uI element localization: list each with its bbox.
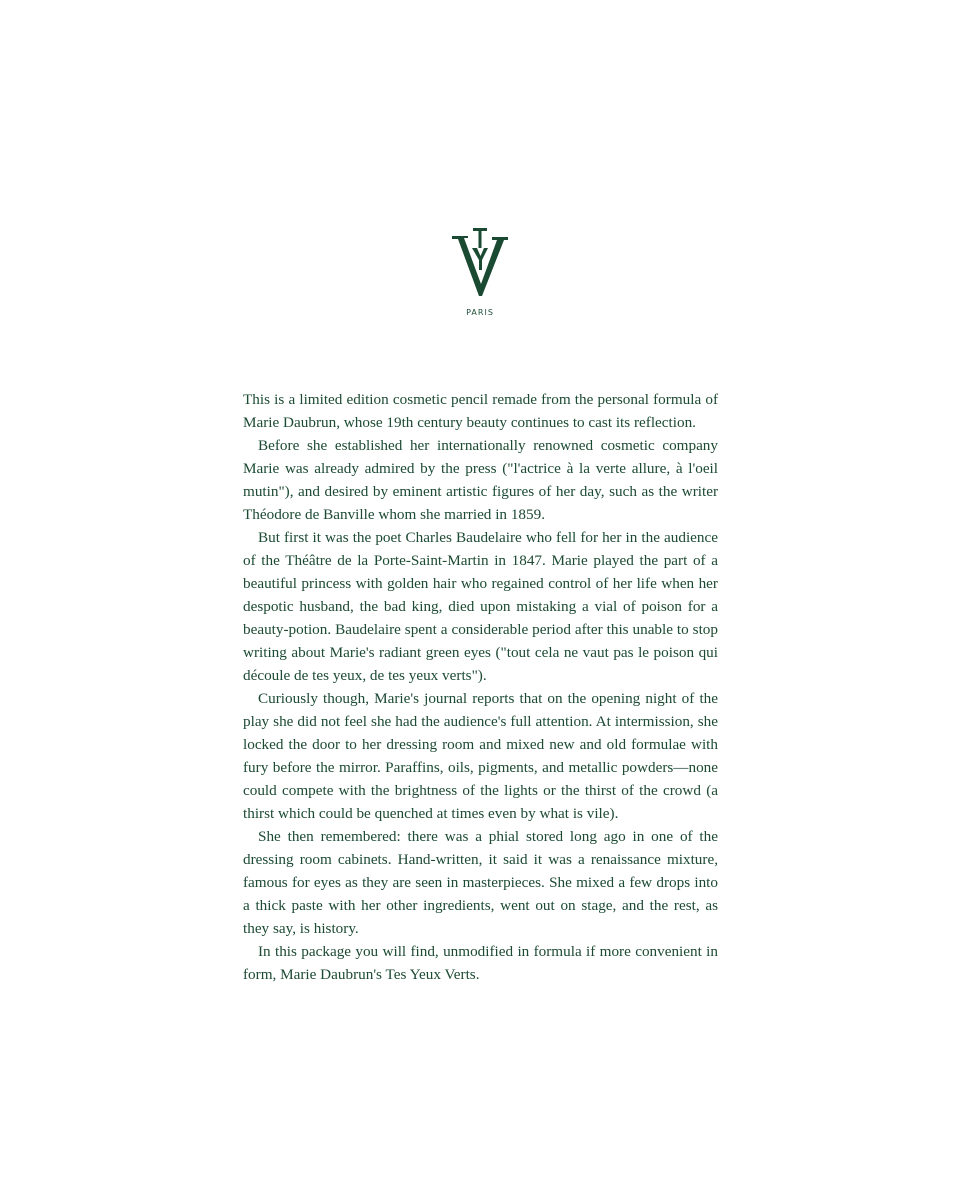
story-text [243, 388, 718, 986]
paragraph-1: This is a limited edition cosmetic pencil remade from the personal formula of Marie Daubrun, whose 19th century beauty continues to cast its reflection. [243, 391, 718, 431]
brand-monogram-logo [448, 226, 512, 298]
paragraph-2: Before she established her internationally renowned cosmetic company Marie was already admired by the press ("l'actrice à la verte allure, à l'oeil mutin"), and desired by eminent artistic figures of her day, such as the writer Théodore de Banville whom she married in 1859. [243, 437, 718, 523]
paragraph-3: But first it was the poet Charles Baudelaire who fell for her in the audience of the Théâtre de la Porte-Saint-Martin in 1847. Marie played the part of a beautiful princess with golden hair who regained control of her life when her despotic husband, the bad king, died upon mistaking a vial of poison for a beauty-potion. Baudelaire spent a considerable period after this unable to stop writing about Marie's radiant green eyes ("tout cela ne vaut pas le poison qui découle de tes yeux, de tes yeux verts"). [243, 529, 718, 684]
paragraph-5: She then remembered: there was a phial stored long ago in one of the dressing room cabinets. Hand-written, it said it was a renaissance mixture, famous for eyes as they are seen in masterpieces. She mixed a few drops into a thick paste with her other ingredients, went out on stage, and the rest, as they say, is history. [243, 828, 718, 937]
paragraph-6: In this package you will find, unmodified in formula if more convenient in form, Marie Daubrun's Tes Yeux Verts. [243, 943, 718, 983]
monogram-tyv-icon [448, 226, 512, 298]
brand-city-label: PARIS [466, 308, 494, 317]
paragraph-4: Curiously though, Marie's journal reports that on the opening night of the play she did not feel she had the audience's full attention. At intermission, she locked the door to her dressing room and mixed new and old formulae with fury before the mirror. Paraffins, oils, pigments, and metallic powders—none could compete with the brightness of the lights or the thirst of the crowd (a thirst which could be quenched at times even by what is vile). [243, 690, 718, 822]
